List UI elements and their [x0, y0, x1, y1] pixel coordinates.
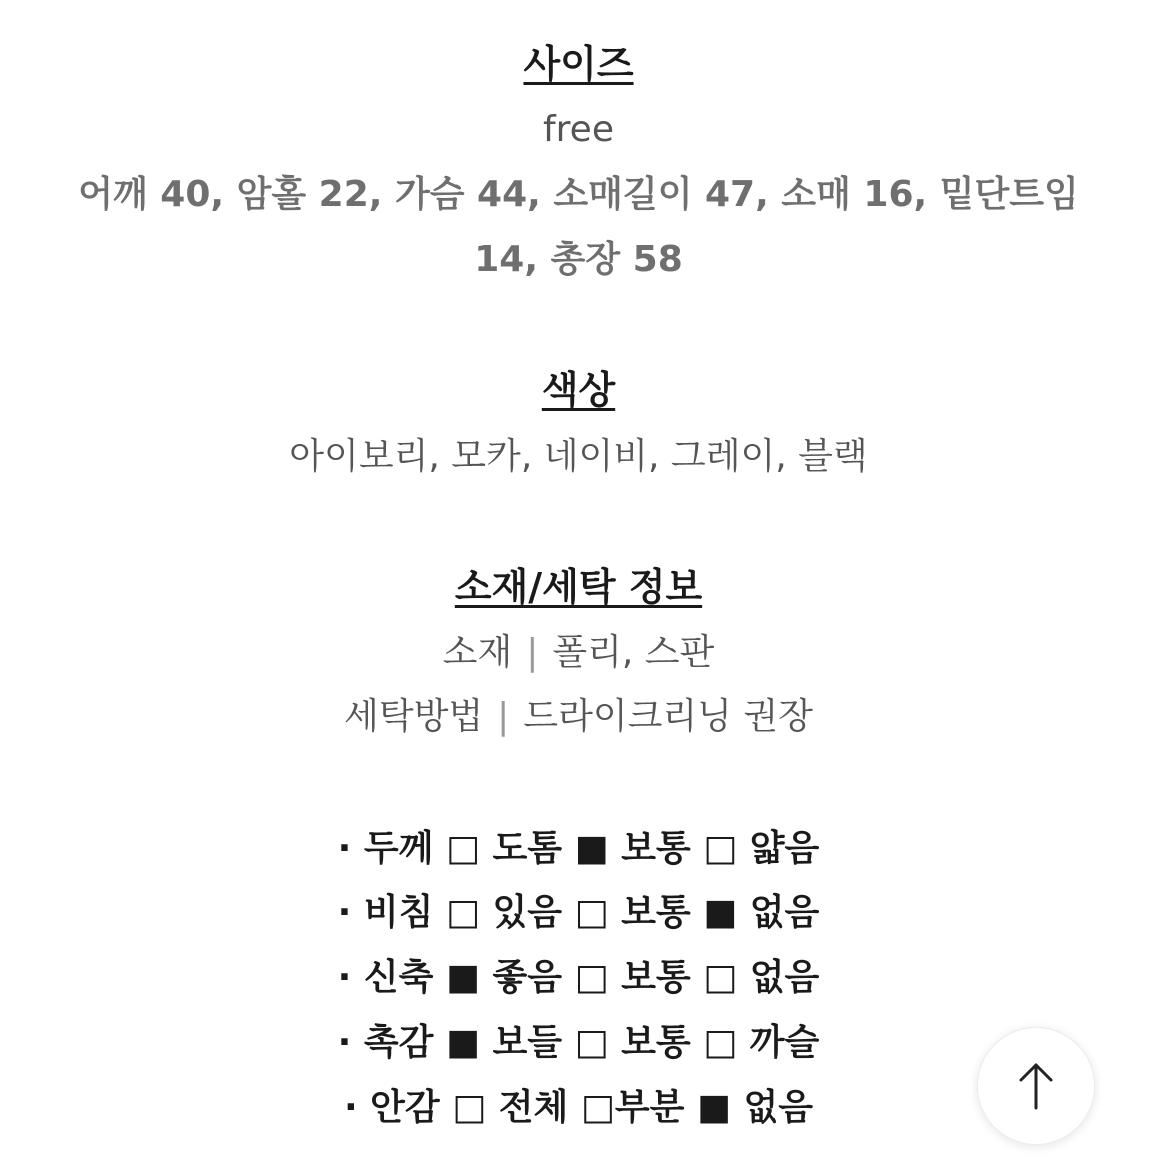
- size-heading: 사이즈: [523, 42, 634, 86]
- material-value: 폴리, 스판: [552, 632, 715, 673]
- attribute-texture: · 촉감 ■ 보들 □ 보통 □ 까슬: [337, 1022, 820, 1063]
- size-measurements-line2: 14, 총장 58: [474, 239, 683, 280]
- separator: |: [526, 632, 539, 673]
- wash-label: 세탁방법: [344, 696, 484, 737]
- attribute-thickness: · 두께 □ 도톰 ■ 보통 □ 얇음: [337, 828, 820, 869]
- size-value: free: [543, 109, 614, 150]
- scroll-to-top-button[interactable]: [977, 1027, 1095, 1145]
- attribute-lining: · 안감 □ 전체 □부분 ■ 없음: [343, 1087, 814, 1128]
- separator: |: [497, 696, 510, 737]
- attribute-sheerness: · 비침 □ 있음 □ 보통 ■ 없음: [337, 892, 820, 933]
- wash-value: 드라이크리닝 권장: [523, 696, 813, 737]
- wash-row: [0, 696, 1157, 737]
- attribute-stretch: · 신축 ■ 좋음 □ 보통 □ 없음: [337, 957, 820, 998]
- color-value: 아이보리, 모카, 네이비, 그레이, 블랙: [289, 436, 868, 477]
- arrow-up-icon: [1014, 1061, 1058, 1111]
- material-heading: 소재/세탁 정보: [454, 565, 703, 609]
- material-label: 소재: [442, 632, 513, 673]
- color-heading: 색상: [541, 368, 616, 412]
- size-measurements-line1: 어깨 40, 암홀 22, 가슴 44, 소매길이 47, 소매 16, 밑단트임: [78, 174, 1079, 215]
- material-row: [0, 632, 1157, 673]
